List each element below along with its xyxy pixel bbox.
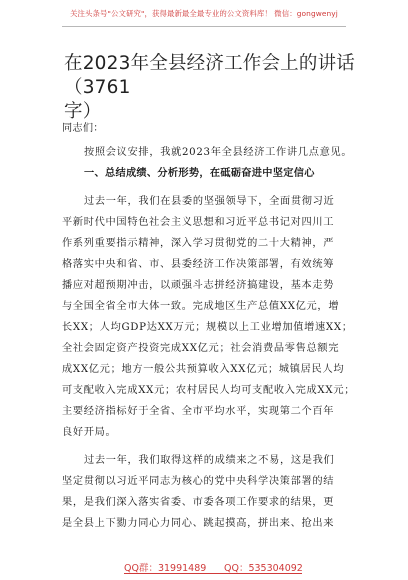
paragraph-1	[62, 191, 358, 443]
intro-line: 按照会议安排，我就2023年全县经济工作讲几点意见。	[84, 147, 353, 158]
footer	[0, 560, 408, 574]
paragraph-line: 长XX；人均GDP达XX万元；规模以上工业增加值增速XX；	[62, 322, 353, 333]
paragraph-line: 作系列重要指示精神，深入学习贯彻党的二十大精神，严	[62, 238, 335, 249]
footer-qq-number: QQ：535304092	[224, 563, 303, 574]
paragraph-line: 坚定贯彻以习近平同志为核心的党中央科学决策部署的结	[62, 476, 335, 487]
title-line-2: 字）	[64, 101, 102, 122]
paragraph-line: 平新时代中国特色社会主义思想和习近平总书记对四川工	[62, 217, 335, 228]
paragraph-2	[62, 450, 358, 534]
paragraph-line: 成XX亿元；地方一般公共预算收入XX亿元；城镇居民人均	[62, 364, 345, 375]
page-title	[64, 52, 364, 124]
paragraph-line: 可支配收入完成XX元；农村居民人均可支配收入完成XX元；	[62, 385, 356, 396]
salutation: 同志们：	[62, 123, 104, 134]
paragraph-line: 良好开局。	[62, 427, 117, 438]
section-heading: 一、总结成绩、分析形势，在砥砺奋进中坚定信心	[84, 168, 315, 179]
paragraph-line: 主要经济指标好于全省、全市平均水平，实现第二个百年	[62, 406, 335, 417]
footer-underline	[124, 573, 302, 574]
paragraph-line: 是全县上下勠力同心力同心、跳起摸高，拼出来、抢出来	[62, 518, 335, 529]
paragraph-line: 过去一年，我们取得这样的成绩来之不易，这是我们	[84, 455, 335, 466]
paragraph-line: 播应对超预期冲击，以顽强斗志拼经济搞建设，基本走势	[62, 280, 335, 291]
paragraph-line: 过去一年，我们在县委的坚强领导下，全面贯彻习近	[84, 196, 335, 207]
paragraph-line: 与全国全省全市大体一致。完成地区生产总值XX亿元，增	[62, 301, 340, 312]
title-line-1: 在2023年全县经济工作会上的讲话（3761	[64, 53, 355, 98]
paragraph-line: 格落实中央和省、市、县委经济工作决策部署，有效统筹	[62, 259, 335, 270]
header-banner: 关注头条号"公文研究"，获得最新最全最专业的公文资料库！ 微信：gongwenyj	[70, 9, 338, 18]
paragraph-line: 果，是我们深入落实省委、市委各项工作要求的结果，更	[62, 497, 335, 508]
paragraph-line: 全社会固定资产投资完成XX亿元；社会消费品零售总额完	[62, 343, 340, 354]
footer-qq-group: QQ群：31991489	[124, 563, 207, 574]
intro-block	[62, 142, 358, 184]
header-divider	[62, 26, 346, 27]
